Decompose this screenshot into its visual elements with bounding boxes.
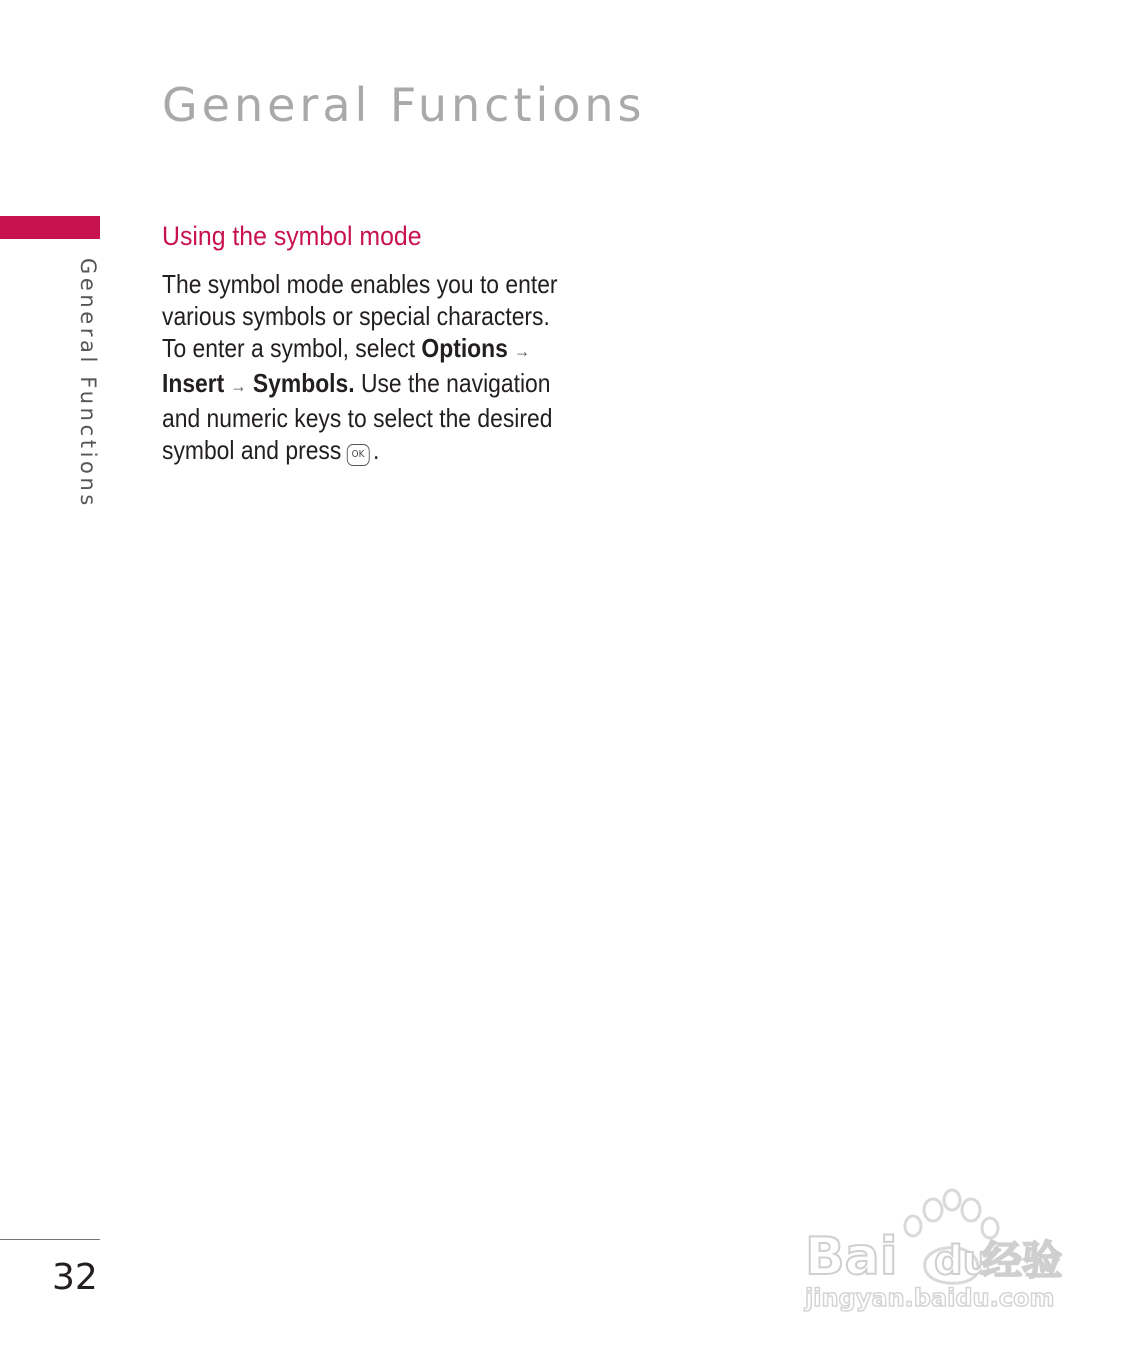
svg-text:jingyan.baidu.com: jingyan.baidu.com bbox=[805, 1284, 1055, 1312]
body-line-3-text: To enter a symbol, select bbox=[162, 333, 422, 363]
arrow-right-icon: → bbox=[230, 376, 247, 396]
menu-option-symbols: Symbols. bbox=[252, 368, 355, 398]
body-line-1: The symbol mode enables you to enter bbox=[162, 269, 558, 299]
body-line-6 bbox=[162, 434, 549, 466]
page-number: 32 bbox=[52, 1257, 98, 1298]
arrow-right-icon: → bbox=[514, 341, 531, 361]
menu-option-insert: Insert bbox=[162, 368, 225, 398]
body-line-4 bbox=[162, 367, 549, 402]
body-line-3 bbox=[162, 332, 549, 367]
sidebar-section-label: General Functions bbox=[76, 258, 100, 509]
svg-text:经验: 经验 bbox=[982, 1238, 1062, 1284]
body-line-5: and numeric keys to select the desired bbox=[162, 403, 553, 433]
body-line-6-end: . bbox=[372, 435, 380, 465]
section-body bbox=[162, 268, 558, 466]
section-tab-marker bbox=[0, 216, 100, 239]
svg-text:Bai: Bai bbox=[805, 1227, 898, 1287]
body-line-2: various symbols or special characters. bbox=[162, 301, 550, 331]
page-title: General Functions bbox=[162, 78, 646, 132]
body-line-6-text: symbol and press bbox=[162, 435, 342, 465]
svg-text:du: du bbox=[934, 1238, 992, 1284]
body-line-4-text: Use the navigation bbox=[354, 368, 551, 398]
footer-rule bbox=[0, 1239, 100, 1240]
menu-option-options: Options bbox=[421, 333, 508, 363]
baidu-watermark-logo bbox=[800, 1188, 1070, 1318]
section-heading: Using the symbol mode bbox=[162, 221, 422, 251]
ok-key-icon: OK bbox=[347, 444, 370, 466]
